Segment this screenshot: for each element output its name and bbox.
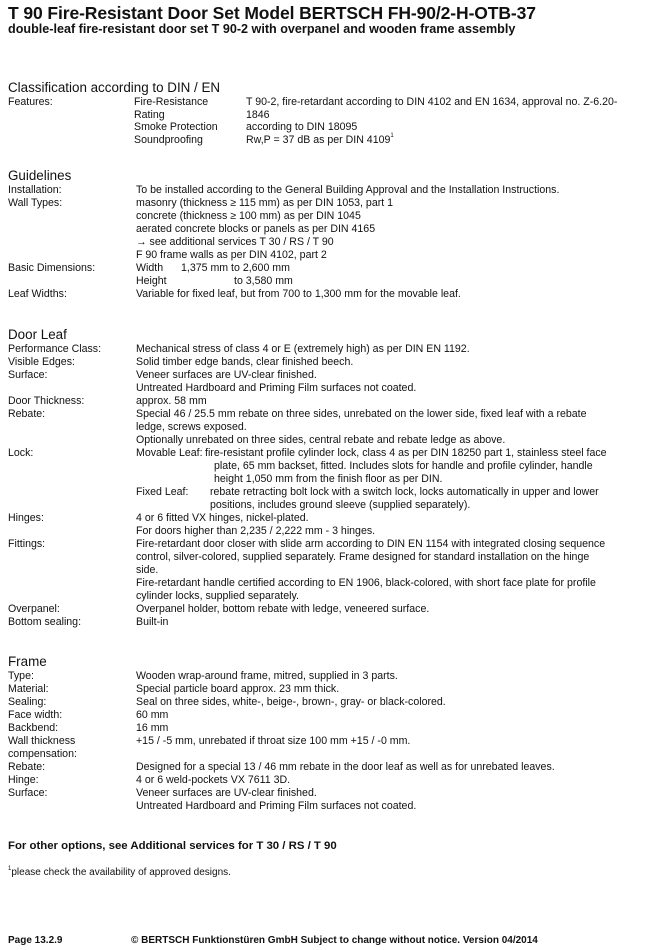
- feature-value: T 90-2, fire-retardant according to DIN 4102 and EN 1634, approval no. Z-6.20-: [246, 96, 618, 108]
- frame-value: 60 mm: [136, 709, 169, 721]
- frame-value: Wooden wrap-around frame, mitred, supplied in 3 parts.: [136, 670, 398, 682]
- surface-label: Surface:: [8, 369, 48, 381]
- footnote-text: please check the availability of approved designs.: [11, 867, 231, 878]
- fixed-leaf-label: Fixed Leaf:: [136, 485, 189, 498]
- leaf-widths-label: Leaf Widths:: [8, 288, 67, 300]
- frame-value: Special particle board approx. 23 mm thick.: [136, 683, 340, 695]
- frame-label: Sealing:: [8, 696, 47, 708]
- performance-class-label: Performance Class:: [8, 343, 102, 355]
- section-heading-frame: Frame: [8, 654, 47, 669]
- frame-surface-label: Surface:: [8, 787, 48, 799]
- width-value: 1,375 mm to 2,600 mm: [181, 262, 290, 274]
- hinges-value: For doors higher than 2,235 / 2,222 mm - 3 hinges.: [136, 524, 376, 537]
- fittings-value: Fire-retardant handle certified according to EN 1906, black-colored, with short face plate for profile: [136, 576, 596, 589]
- leaf-widths-value: Variable for fixed leaf, but from 700 to 1,300 mm for the movable leaf.: [136, 288, 461, 300]
- feature-name: Fire-Resistance: [134, 96, 209, 108]
- copyright-notice: © BERTSCH Funktionstüren GmbH Subject to change without notice. Version 04/2014: [131, 935, 538, 946]
- footnote-marker: 1: [8, 866, 12, 872]
- wall-types-label: Wall Types:: [8, 197, 63, 209]
- feature-name: Rating: [134, 108, 165, 121]
- wall-thickness-label-2: compensation:: [8, 748, 77, 760]
- fittings-value: control, silver-colored, supplied separately. Frame designed for standard installation on the hinge: [136, 550, 590, 563]
- visible-edges-value: Solid timber edge bands, clear finished beech.: [136, 356, 354, 368]
- performance-class-value: Mechanical stress of class 4 or E (extremely high) as per DIN EN 1192.: [136, 343, 470, 355]
- fittings-label: Fittings:: [8, 537, 46, 550]
- bottom-sealing-label: Bottom sealing:: [8, 615, 82, 628]
- fixed-leaf-value: rebate retracting bolt lock with a switch lock, locks automatically in upper and lower: [210, 485, 599, 498]
- features-label: Features:: [8, 96, 53, 108]
- rebate-value: Optionally unrebated on three sides, central rebate and rebate ledge as above.: [136, 433, 506, 446]
- rebate-value: ledge, screws exposed.: [136, 420, 247, 433]
- feature-name: Smoke Protection: [134, 121, 218, 133]
- frame-hinge-label: Hinge:: [8, 774, 39, 786]
- fittings-value: cylinder locks, supplied separately.: [136, 589, 299, 602]
- lock-label: Lock:: [8, 446, 34, 459]
- wall-thickness-label: Wall thickness: [8, 735, 76, 747]
- fixed-leaf-value: positions, includes ground sleeve (supplied separately).: [210, 498, 471, 511]
- footnote: [8, 867, 231, 880]
- height-value: to 3,580 mm: [234, 275, 293, 287]
- frame-surface-value: Veneer surfaces are UV-clear finished.: [136, 787, 317, 799]
- installation-value: To be installed according to the General Building Approval and the Installation Instructions.: [136, 184, 560, 196]
- fittings-value: side.: [136, 563, 159, 576]
- footnote-marker: 1: [390, 132, 394, 139]
- frame-value: Seal on three sides, white-, beige-, brown-, gray- or black-colored.: [136, 696, 446, 708]
- feature-value: [246, 134, 394, 147]
- frame-surface-value: Untreated Hardboard and Priming Film surfaces not coated.: [136, 800, 417, 812]
- door-thickness-label: Door Thickness:: [8, 395, 85, 407]
- movable-leaf-value: plate, 65 mm backset, fitted. Includes slots for handle and profile cylinder, handle: [214, 459, 593, 472]
- installation-label: Installation:: [8, 184, 62, 196]
- rebate-value: Special 46 / 25.5 mm rebate on three sides, unrebated on the lower side, fixed leaf with a rebate: [136, 407, 587, 420]
- frame-rebate-value: Designed for a special 13 / 46 mm rebate in the door leaf as well as for unrebated leaves.: [136, 761, 555, 773]
- section-heading-door-leaf: Door Leaf: [8, 327, 67, 342]
- surface-value: Untreated Hardboard and Priming Film surfaces not coated.: [136, 382, 417, 394]
- page-number: Page 13.2.9: [8, 935, 63, 946]
- wall-type: → see additional services T 30 / RS / T 90: [136, 236, 334, 248]
- feature-value: 1846: [246, 108, 270, 121]
- feature-value: according to DIN 18095: [246, 121, 358, 133]
- frame-hinge-value: 4 or 6 weld-pockets VX 7611 3D.: [136, 774, 291, 786]
- wall-thickness-value: +15 / -5 mm, unrebated if throat size 100 mm +15 / -0 mm.: [136, 735, 411, 747]
- wall-type: masonry (thickness ≥ 115 mm) as per DIN 1053, part 1: [136, 197, 394, 209]
- section-heading-classification: Classification according to DIN / EN: [8, 80, 221, 95]
- visible-edges-label: Visible Edges:: [8, 356, 75, 368]
- height-label: Height: [136, 275, 167, 287]
- document-title: T 90 Fire-Resistant Door Set Model BERTSCH FH-90/2-H-OTB-37: [8, 3, 536, 23]
- basic-dimensions-label: Basic Dimensions:: [8, 262, 96, 274]
- hinges-label: Hinges:: [8, 511, 44, 524]
- wall-type: concrete (thickness ≥ 100 mm) as per DIN 1045: [136, 210, 361, 222]
- overpanel-label: Overpanel:: [8, 602, 60, 615]
- frame-label: Type:: [8, 670, 34, 682]
- movable-leaf-value: fire-resistant profile cylinder lock, class 4 as per DIN 18250 part 1, stainless steel face: [205, 446, 607, 459]
- surface-value: Veneer surfaces are UV-clear finished.: [136, 369, 317, 381]
- width-label: Width: [136, 262, 164, 274]
- hinges-value: 4 or 6 fitted VX hinges, nickel-plated.: [136, 511, 309, 524]
- movable-leaf-label: Movable Leaf:: [136, 446, 203, 459]
- frame-rebate-label: Rebate:: [8, 761, 46, 773]
- frame-value: 16 mm: [136, 722, 169, 734]
- other-options-note: For other options, see Additional services for T 30 / RS / T 90: [8, 840, 337, 852]
- frame-label: Face width:: [8, 709, 63, 721]
- door-thickness-value: approx. 58 mm: [136, 395, 207, 407]
- soundproofing-text: Rw,P = 37 dB as per DIN 4109: [246, 133, 391, 146]
- wall-type: F 90 frame walls as per DIN 4102, part 2: [136, 249, 327, 261]
- frame-label: Material:: [8, 683, 49, 695]
- bottom-sealing-value: Built-in: [136, 615, 169, 628]
- document-subtitle: double-leaf fire-resistant door set T 90-2 with overpanel and wooden frame assembly: [8, 22, 516, 36]
- overpanel-value: Overpanel holder, bottom rebate with ledge, veneered surface.: [136, 602, 430, 615]
- section-heading-guidelines: Guidelines: [8, 168, 72, 183]
- movable-leaf-value: height 1,050 mm from the finish floor as per DIN.: [214, 472, 443, 485]
- fittings-value: Fire-retardant door closer with slide arm according to DIN EN 1154 with integrated closing sequence: [136, 537, 606, 550]
- frame-label: Backbend:: [8, 722, 59, 734]
- rebate-label: Rebate:: [8, 407, 46, 420]
- wall-type: aerated concrete blocks or panels as per DIN 4165: [136, 223, 376, 235]
- feature-name: Soundproofing: [134, 133, 203, 146]
